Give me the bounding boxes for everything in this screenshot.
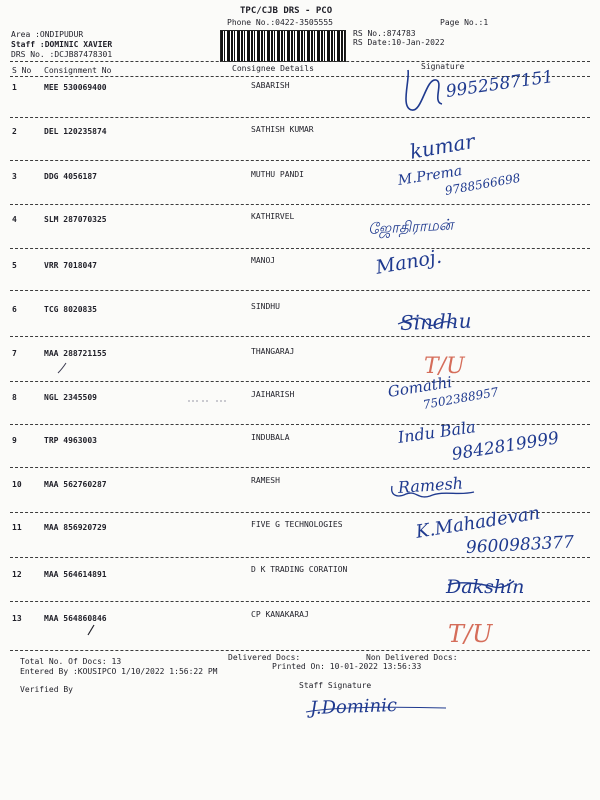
row-sno: 12 bbox=[12, 570, 22, 579]
row-consignee: D K TRADING CORATION bbox=[251, 565, 348, 574]
row-consignment: MAA 564860846 bbox=[44, 614, 107, 623]
row-consignment: MAA 288721155 bbox=[44, 349, 107, 358]
row-sno: 1 bbox=[12, 83, 17, 92]
row-consignee: JAIHARISH bbox=[251, 390, 295, 399]
handwritten-signature: Ramesh bbox=[397, 473, 464, 497]
row-consignment: NGL 2345509 bbox=[44, 393, 97, 402]
handwritten-name: K.Mahadevan bbox=[414, 502, 542, 543]
area-label: Area :ONDIPUDUR bbox=[11, 30, 84, 39]
row-consignment: MAA 562760287 bbox=[44, 480, 107, 489]
row-sno: 11 bbox=[12, 523, 22, 532]
handwritten-name: Gomathi bbox=[386, 372, 454, 401]
staff-signature: J.Dominic bbox=[309, 694, 398, 719]
row-sno: 3 bbox=[12, 172, 17, 181]
non-delivered-docs: Non Delivered Docs: bbox=[366, 653, 458, 662]
handwritten-phone: 9788566698 bbox=[443, 170, 522, 198]
row-consignee: MUTHU PANDI bbox=[251, 170, 304, 179]
printed-on: Printed On: 10-01-2022 13:56:33 bbox=[272, 662, 422, 671]
handwritten-phone: 9842819999 bbox=[450, 428, 561, 465]
page-number: Page No.:1 bbox=[440, 18, 489, 27]
handwritten-signature: Manoj. bbox=[374, 245, 444, 279]
column-signature: Signature bbox=[421, 62, 465, 71]
staff-label: Staff :DOMINIC XAVIER bbox=[11, 40, 113, 49]
total-docs: Total No. Of Docs: 13 bbox=[20, 657, 122, 666]
row-sno: 4 bbox=[12, 215, 17, 224]
column-sno: S No bbox=[12, 66, 32, 75]
row-sno: 8 bbox=[12, 393, 17, 402]
row-sno: 10 bbox=[12, 480, 22, 489]
row-consignee: CP KANAKARAJ bbox=[251, 610, 309, 619]
row-sno: 5 bbox=[12, 261, 17, 270]
row-consignment: TCG 8020835 bbox=[44, 305, 97, 314]
handwritten-phone: 9952587151 bbox=[444, 67, 555, 102]
staff-signature-label: Staff Signature bbox=[299, 681, 372, 690]
row-consignment: SLM 287070325 bbox=[44, 215, 107, 224]
handwritten-name: M.Prema bbox=[396, 162, 464, 189]
handwritten-tu-mark: T/U bbox=[424, 354, 465, 379]
row-consignee: THANGARAJ bbox=[251, 347, 295, 356]
handwritten-signature: Dakshin bbox=[446, 576, 525, 598]
drs-number: DRS No. :DCJB87478301 bbox=[11, 50, 113, 59]
handwritten-signature: Sindhu bbox=[399, 308, 472, 335]
column-consignee: Consignee Details bbox=[232, 64, 314, 73]
column-consignment: Consignment No bbox=[44, 66, 112, 75]
rs-date: RS Date:10-Jan-2022 bbox=[353, 38, 445, 47]
row-consignment: DEL 120235874 bbox=[44, 127, 107, 136]
row-sno: 7 bbox=[12, 349, 17, 358]
phone-number: Phone No.:0422-3505555 bbox=[227, 18, 333, 27]
handwritten-phone: 7502388957 bbox=[421, 384, 500, 412]
row-consignee: KATHIRVEL bbox=[251, 212, 295, 221]
row-consignment: VRR 7018047 bbox=[44, 261, 97, 270]
row-consignment: MAA 564614891 bbox=[44, 570, 107, 579]
row-consignment: TRP 4963003 bbox=[44, 436, 97, 445]
row-consignee: INDUBALA bbox=[251, 433, 290, 442]
document-title: TPC/CJB DRS - PCO bbox=[240, 6, 333, 16]
handwritten-name: Indu Bala bbox=[396, 417, 477, 447]
row-consignment: MAA 856920729 bbox=[44, 523, 107, 532]
row-consignee: SABARISH bbox=[251, 81, 290, 90]
handwritten-phone: 9600983377 bbox=[465, 532, 575, 558]
row-consignee: SATHISH KUMAR bbox=[251, 125, 314, 134]
row-sno: 13 bbox=[12, 614, 22, 623]
row-sno: 9 bbox=[12, 436, 17, 445]
row-consignee: SINDHU bbox=[251, 302, 280, 311]
row-consignment: MEE 530069400 bbox=[44, 83, 107, 92]
verified-by: Verified By bbox=[20, 685, 73, 694]
row-consignee: FIVE G TECHNOLOGIES bbox=[251, 520, 343, 529]
delivered-docs: Delivered Docs: bbox=[228, 653, 301, 662]
row-consignment: DDG 4056187 bbox=[44, 172, 97, 181]
handwritten-signature: ஜோதிராமன் bbox=[367, 215, 454, 238]
row-sno: 6 bbox=[12, 305, 17, 314]
row-consignee: RAMESH bbox=[251, 476, 280, 485]
rs-number: RS No.:874783 bbox=[353, 29, 416, 38]
handwritten-tu-mark: T/U bbox=[448, 620, 493, 648]
handwritten-signature: kumar bbox=[407, 128, 477, 164]
row-consignee: MANOJ bbox=[251, 256, 276, 265]
entered-by: Entered By :KOUSIPCO 1/10/2022 1:56:22 PM bbox=[20, 667, 218, 676]
row-sno: 2 bbox=[12, 127, 17, 136]
